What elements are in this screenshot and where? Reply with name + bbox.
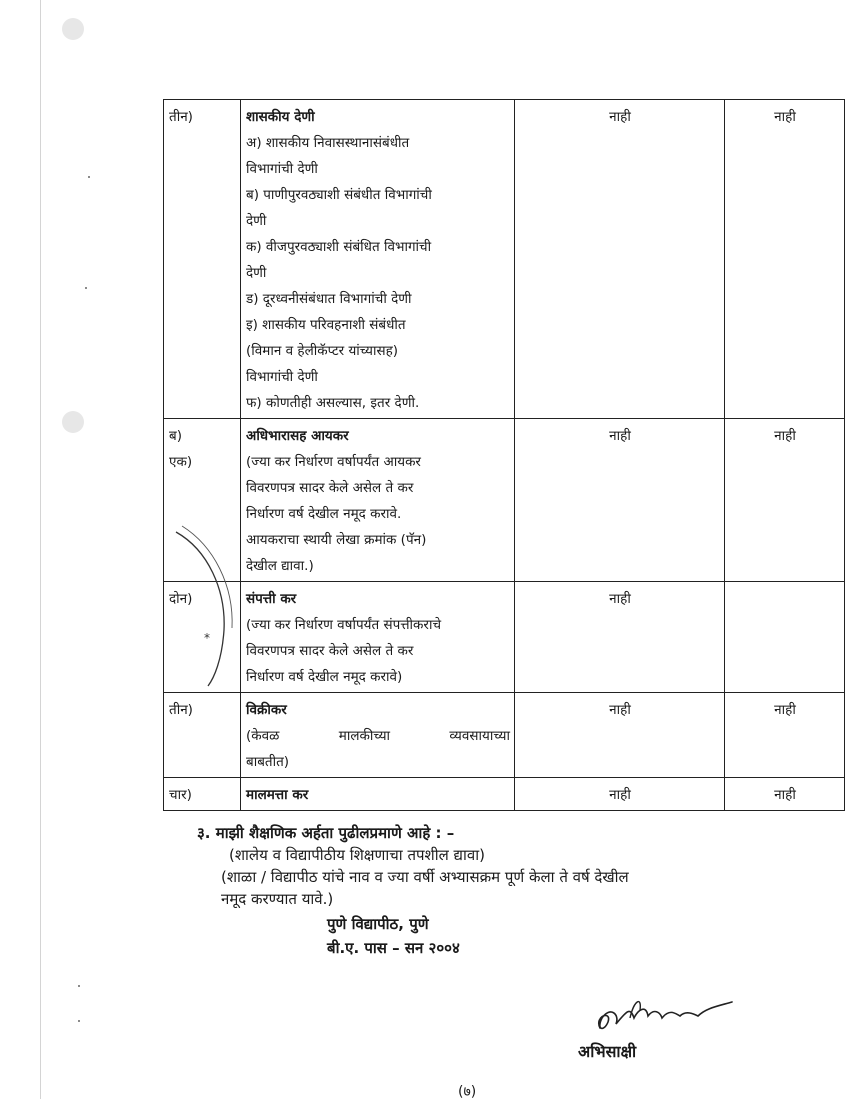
description-cell bbox=[241, 419, 515, 582]
row-detail-line: (ज्या कर निर्धारण वर्षापर्यंत संपत्तीकराचे bbox=[246, 617, 442, 633]
row-number: दोन) bbox=[169, 591, 193, 607]
education-note: (शालेय व विद्यापीठीय शिक्षणाचा तपशील द्यावा) bbox=[229, 846, 485, 864]
value-cell-a: नाही bbox=[515, 582, 725, 693]
value-cell-a: नाही bbox=[515, 100, 725, 419]
value-cell-b: नाही bbox=[725, 419, 845, 582]
description-cell bbox=[241, 100, 515, 419]
row-detail-line: बाबतीत) bbox=[246, 754, 290, 770]
row-heading: विक्रीकर bbox=[246, 702, 287, 718]
row-detail-line: निर्धारण वर्ष देखील नमूद करावे) bbox=[246, 669, 403, 685]
value-cell-a: नाही bbox=[515, 419, 725, 582]
value-cell-b: नाही bbox=[725, 778, 845, 811]
scan-speck bbox=[88, 176, 90, 178]
row-detail-line: देणी bbox=[246, 213, 267, 229]
table-row bbox=[164, 100, 845, 419]
value-cell-b bbox=[725, 582, 845, 693]
row-detail-line: (विमान व हेलीकॅप्टर यांच्यासह) bbox=[246, 343, 399, 359]
row-detail-line: (केवळ मालकीच्या व्यवसायाच्या bbox=[246, 728, 510, 744]
rubber-stamp-mark bbox=[168, 520, 238, 690]
row-number-cell bbox=[164, 100, 241, 419]
row-heading: शासकीय देणी bbox=[246, 109, 315, 125]
row-detail-line: ब) पाणीपुरवठ्याशी संबंधीत विभागांची bbox=[246, 187, 432, 203]
table-row bbox=[164, 582, 845, 693]
page-number: (७) bbox=[458, 1084, 477, 1100]
row-detail-line: ड) दूरध्वनीसंबंधात विभागांची देणी bbox=[246, 291, 412, 307]
value-cell-b: नाही bbox=[725, 100, 845, 419]
witness-label: अभिसाक्षी bbox=[578, 1042, 637, 1061]
row-detail-line: इ) शासकीय परिवहनाशी संबंधीत bbox=[246, 317, 406, 333]
row-number-cell bbox=[164, 693, 241, 778]
punch-hole-top bbox=[62, 18, 84, 40]
row-number: एक) bbox=[169, 454, 193, 470]
education-section bbox=[197, 822, 817, 960]
punch-hole-middle bbox=[62, 411, 84, 433]
row-number: तीन) bbox=[169, 702, 193, 718]
university-name: पुणे विद्यापीठ, पुणे bbox=[327, 915, 429, 933]
education-note: (शाळा / विद्यापीठ यांचे नाव व ज्या वर्षी अभ्यासक्रम पूर्ण केला ते वर्ष देखील bbox=[221, 868, 629, 886]
row-detail-line: विवरणपत्र सादर केले असेल ते कर bbox=[246, 643, 414, 659]
row-detail-line: फ) कोणतीही असल्यास, इतर देणी. bbox=[246, 395, 420, 411]
row-heading: अधिभारासह आयकर bbox=[246, 428, 349, 444]
scan-speck bbox=[78, 985, 80, 987]
row-detail-line: आयकराचा स्थायी लेखा क्रमांक (पॅन) bbox=[246, 532, 427, 548]
row-number: ब) bbox=[169, 428, 182, 444]
value-cell-b: नाही bbox=[725, 693, 845, 778]
table-row bbox=[164, 693, 845, 778]
svg-text:*: * bbox=[204, 631, 210, 645]
page-margin-line bbox=[40, 0, 41, 1099]
value-cell-a: नाही bbox=[515, 778, 725, 811]
degree-detail: बी.ए. पास – सन २००४ bbox=[327, 939, 460, 957]
row-number: तीन) bbox=[169, 109, 193, 125]
scan-speck bbox=[78, 1020, 80, 1022]
row-heading: संपत्ती कर bbox=[246, 591, 297, 607]
row-heading: मालमत्ता कर bbox=[246, 787, 309, 803]
row-detail-line: (ज्या कर निर्धारण वर्षापर्यंत आयकर bbox=[246, 454, 421, 470]
row-detail-line: देणी bbox=[246, 265, 267, 281]
value-cell-a: नाही bbox=[515, 693, 725, 778]
education-note: नमूद करण्यात यावे.) bbox=[221, 890, 334, 908]
education-title: ३. माझी शैक्षणिक अर्हता पुढीलप्रमाणे आहे : – bbox=[197, 824, 455, 842]
row-number: चार) bbox=[169, 787, 192, 803]
table-row bbox=[164, 778, 845, 811]
description-cell bbox=[241, 693, 515, 778]
row-detail-line: विवरणपत्र सादर केले असेल ते कर bbox=[246, 480, 414, 496]
row-detail-line: विभागांची देणी bbox=[246, 161, 318, 177]
handwritten-signature bbox=[590, 988, 740, 1038]
row-detail-line: निर्धारण वर्ष देखील नमूद करावे. bbox=[246, 506, 402, 522]
table-row bbox=[164, 419, 845, 582]
row-detail-line: क) वीजपुरवठ्याशी संबंधित विभागांची bbox=[246, 239, 432, 255]
row-detail-line: देखील द्यावा.) bbox=[246, 558, 314, 574]
description-cell bbox=[241, 778, 515, 811]
description-cell bbox=[241, 582, 515, 693]
scan-speck bbox=[85, 287, 87, 289]
row-number-cell bbox=[164, 778, 241, 811]
declaration-table bbox=[163, 99, 845, 811]
row-detail-line: अ) शासकीय निवासस्थानासंबंधीत bbox=[246, 135, 410, 151]
row-detail-line: विभागांची देणी bbox=[246, 369, 318, 385]
